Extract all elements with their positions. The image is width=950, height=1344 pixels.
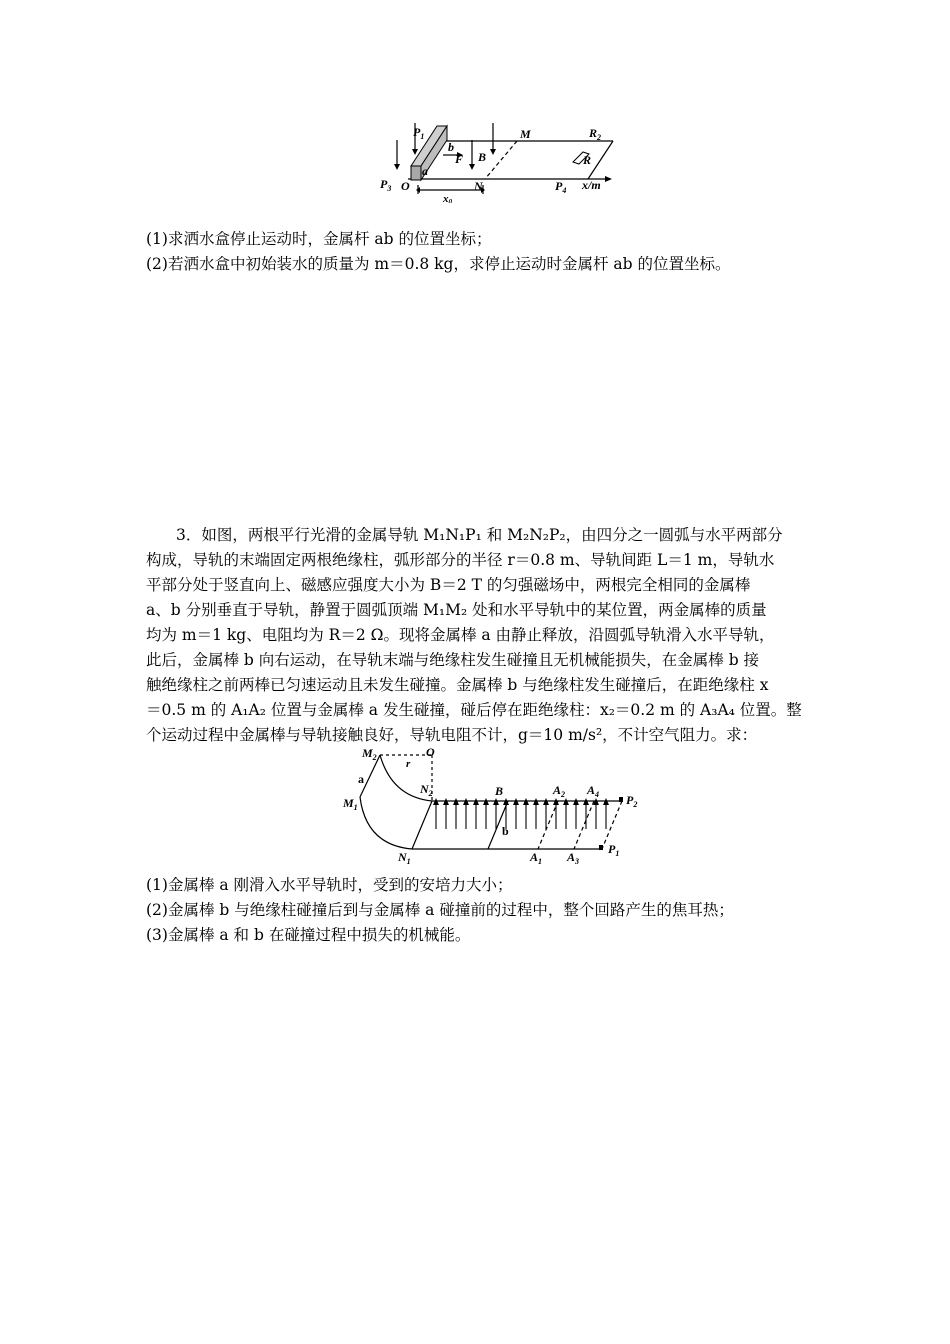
fig2-label-M2: $M_2$ xyxy=(362,746,377,762)
fig2-label-r: r xyxy=(406,758,411,770)
fig2-label-B: B xyxy=(495,784,504,798)
fig2-label-O: O xyxy=(426,745,435,759)
fig1-label-O: O xyxy=(401,179,410,193)
fig2-label-P1: $P_1$ xyxy=(608,842,620,858)
fig2-label-A3: $A_3$ xyxy=(567,850,580,865)
fig1-label-x0: x0 xyxy=(443,193,452,203)
figure-sprinkler-rails xyxy=(375,118,625,203)
fig2-label-b: b xyxy=(502,824,509,838)
problem3-line-2: 构成，导轨的末端固定两根绝缘柱，弧形部分的半径 r＝0.8 m、导轨间距 L＝1 m，导轨水 xyxy=(146,551,775,569)
fig1-label-M: M xyxy=(520,127,531,141)
fig2-label-P2: $P_2$ xyxy=(626,793,638,809)
fig1-label-P1: $P_1$ xyxy=(413,125,425,141)
fig1-label-F: F xyxy=(455,152,464,166)
fig1-label-N: N xyxy=(474,179,483,193)
problem3-question-3: (3)金属棒 a 和 b 在碰撞过程中损失的机械能。 xyxy=(146,926,471,944)
fig1-label-P4: $P_4$ xyxy=(555,179,567,195)
fig1-label-R: R xyxy=(583,153,592,167)
fig2-label-A4: $A_4$ xyxy=(587,783,600,799)
figure-rails-arc xyxy=(340,745,640,865)
fig1-label-R2: $R_2$ xyxy=(589,126,602,142)
fig1-label-B: B xyxy=(478,150,487,164)
problem3-question-2: (2)金属棒 b 与绝缘柱碰撞后到与金属棒 a 碰撞前的过程中，整个回路产生的焦耳热； xyxy=(146,901,734,919)
problem3-question-1: (1)金属棒 a 刚滑入水平导轨时，受到的安培力大小； xyxy=(146,876,513,894)
fig1-label-a: a xyxy=(422,164,428,178)
problem3-line-9: 个运动过程中金属棒与导轨接触良好，导轨电阻不计，g＝10 m/s²，不计空气阻力。求： xyxy=(146,726,758,744)
problem3-line-3: 平部分处于竖直向上、磁感应强度大小为 B＝2 T 的匀强磁场中，两根完全相同的金属棒 xyxy=(146,576,751,594)
problem3-line-7: 触绝缘柱之前两棒已匀速运动且未发生碰撞。金属棒 b 与绝缘柱发生碰撞后，在距绝缘柱 x xyxy=(146,676,769,694)
fig2-label-M1: $M_1$ xyxy=(343,796,358,812)
fig1-label-P3: $P_3$ xyxy=(380,177,392,193)
fig1-label-axis: x/m xyxy=(582,178,601,192)
fig2-label-N2: $N_2$ xyxy=(420,782,433,798)
problem3-line-8: ＝0.5 m 的 A₁A₂ 位置与金属棒 a 发生碰撞，碰后停在距绝缘柱：x₂＝0.2 m 的 A₃A₄ 位置。整 xyxy=(146,701,802,719)
fig2-label-a: a xyxy=(358,772,364,786)
fig1-label-b: b xyxy=(448,140,454,154)
problem3-line-5: 均为 m＝1 kg、电阻均为 R＝2 Ω。现将金属棒 a 由静止释放，沿圆弧导轨滑入水平导轨， xyxy=(146,626,775,644)
fig2-label-A1: $A_1$ xyxy=(530,850,543,865)
fig2-label-A2: $A_2$ xyxy=(553,783,566,799)
problem2-question-1: (1)求洒水盒停止运动时，金属杆 ab 的位置坐标； xyxy=(146,230,492,248)
problem2-question-2: (2)若洒水盒中初始装水的质量为 m＝0.8 kg，求停止运动时金属杆 ab 的位置坐标。 xyxy=(146,255,731,273)
problem3-line-1: 3．如图，两根平行光滑的金属导轨 M₁N₁P₁ 和 M₂N₂P₂，由四分之一圆弧与水平两部分 xyxy=(176,526,783,544)
problem3-line-6: 此后，金属棒 b 向右运动，在导轨末端与绝缘柱发生碰撞且无机械能损失，在金属棒 b 接 xyxy=(146,651,760,669)
fig2-label-N1: $N_1$ xyxy=(398,850,411,865)
problem3-line-4: a、b 分别垂直于导轨，静置于圆弧顶端 M₁M₂ 处和水平导轨中的某位置，两金属棒的质量 xyxy=(146,601,767,619)
